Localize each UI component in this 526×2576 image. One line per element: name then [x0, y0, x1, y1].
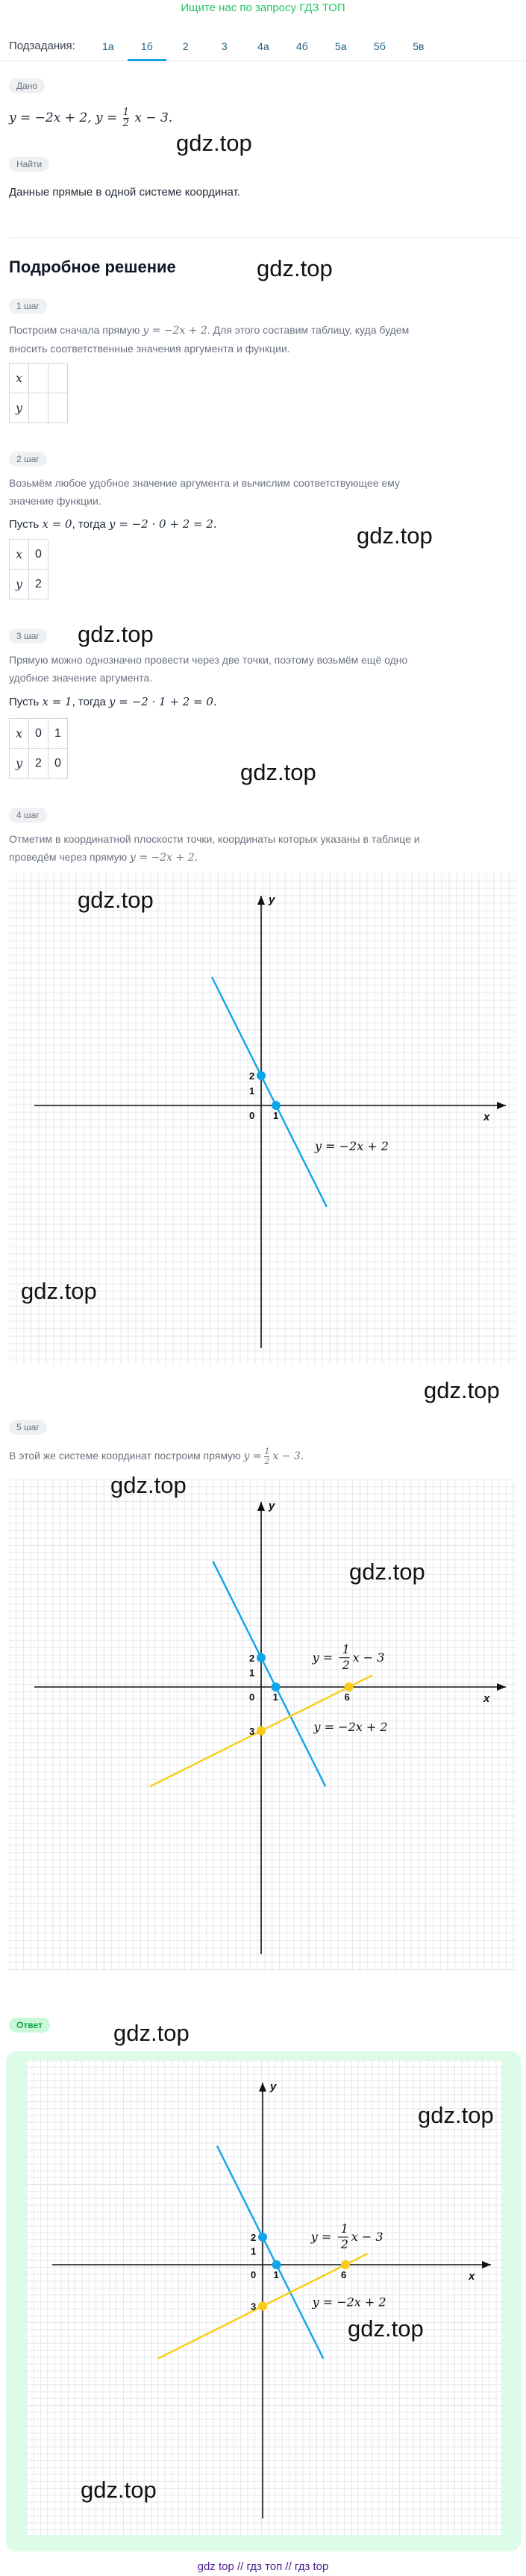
tick-label: 1: [273, 2269, 279, 2280]
step-3-badge: 3 шаг: [9, 629, 47, 643]
step-5-formula-suffix: x − 3.: [272, 1450, 304, 1462]
x-axis-label: x: [469, 2270, 475, 2283]
step-5-formula-prefix: y =: [243, 1450, 262, 1462]
x-axis-label: x: [483, 1692, 490, 1705]
table-cell: 0: [29, 540, 48, 570]
watermark: gdz.top: [110, 1472, 187, 1498]
tab-2[interactable]: 2: [182, 40, 189, 52]
y-axis-label: y: [269, 1500, 275, 1512]
y-axis-label: y: [269, 894, 275, 906]
divider: [10, 237, 518, 238]
line2-label-den: 2: [340, 2237, 348, 2251]
line2-label-prefix: y =: [310, 2230, 332, 2244]
step-2-text: [9, 474, 400, 510]
point-0-2: [258, 2233, 267, 2242]
tick-label: 3: [251, 2301, 257, 2313]
line2-label-suffix: x − 3: [352, 1650, 385, 1665]
find-text: Данные прямые в одной системе координат.: [9, 186, 240, 199]
line2-label-suffix: x − 3: [351, 2230, 383, 2244]
tab-4b[interactable]: 4б: [295, 40, 308, 52]
step-2-calc-prefix: Пусть: [9, 518, 40, 531]
given-frac-num: 1: [122, 107, 129, 118]
point-1-0: [272, 2260, 281, 2269]
watermark: gdz.top: [176, 130, 252, 156]
tick-label: 2: [249, 1070, 255, 1082]
given-eq-second-suffix: x − 3.: [134, 110, 173, 125]
step-2-text-a: Возьмём любое удобное значение аргумента и вычислим соответствующее ему: [9, 477, 400, 489]
step-4-text-b: проведём через прямую: [9, 851, 128, 863]
step-4-formula: y = −2x + 2.: [130, 852, 198, 864]
step-3-calc-expr: y = −2 · 1 + 2 = 0.: [109, 695, 217, 708]
subtasks-label: Подзадания:: [9, 40, 75, 52]
step-1-text-a: Построим сначала прямую: [9, 324, 140, 336]
step-4-badge: 4 шаг: [9, 808, 47, 823]
tick-label: 1: [249, 1667, 255, 1679]
point-0-minus-3: [258, 2302, 267, 2311]
step-1-formula: y = −2x + 2: [143, 325, 207, 337]
point-0-minus-3: [257, 1727, 266, 1735]
tab-5a[interactable]: 5а: [335, 40, 347, 52]
graph-background: [27, 2060, 501, 2535]
table-header-y: y: [10, 570, 29, 599]
table-cell: 0: [29, 719, 48, 749]
step-3-calc: [9, 693, 217, 711]
table-cell: 2: [29, 570, 48, 599]
step-3-calc-prefix: Пусть: [9, 696, 40, 708]
tick-label: 1: [251, 2245, 257, 2257]
point-0-2: [257, 1071, 266, 1080]
step-1-table: [9, 363, 68, 423]
step-3-text-a: Прямую можно однозначно провести через две точки, поэтому возьмём ещё одно: [9, 654, 408, 666]
point-1-0: [272, 1682, 281, 1691]
line1-label: y = −2x + 2: [315, 1139, 389, 1153]
point-6-0: [341, 2260, 350, 2269]
step-1-text-d: вносить соответственные значения аргумента и функции.: [9, 343, 290, 355]
answer-badge: Ответ: [9, 2018, 50, 2033]
step-5-text-a: В этой же системе координат построим прямую: [9, 1450, 241, 1462]
origin-label: 0: [249, 1691, 255, 1703]
table-header-y: y: [10, 749, 29, 779]
tab-4a[interactable]: 4а: [257, 40, 269, 52]
subtask-tabs: [0, 31, 526, 61]
origin-label: 0: [249, 1110, 255, 1121]
table-header-x: x: [10, 719, 29, 749]
step-3-calc-x: x = 1: [42, 695, 72, 708]
step-3-table: [9, 718, 68, 779]
step-2-calc-expr: y = −2 · 0 + 2 = 2.: [109, 517, 217, 531]
watermark: gdz.top: [240, 759, 316, 785]
table-header-y: y: [10, 393, 29, 423]
step-2-badge: 2 шаг: [9, 452, 47, 467]
line1-label: y = −2x + 2: [312, 2295, 386, 2310]
watermark: gdz.top: [78, 621, 154, 647]
tick-label: 1: [273, 1110, 279, 1121]
point-0-2: [257, 1653, 266, 1662]
graph-answer: [27, 2060, 501, 2535]
point-1-0: [272, 1101, 281, 1110]
line2-label-den: 2: [342, 1657, 350, 1672]
step-3-calc-mid: , тогда: [72, 696, 106, 708]
footer-links[interactable]: gdz top // гдз топ // гдз top: [197, 2560, 329, 2573]
step-5-text: [9, 1447, 304, 1466]
line2-label-num: 1: [340, 2221, 348, 2236]
tick-label: 6: [341, 2269, 347, 2280]
given-eq-second-prefix: y =: [95, 110, 118, 125]
table-header-x: x: [10, 540, 29, 570]
point-6-0: [345, 1682, 354, 1691]
graph-step-5: [9, 1479, 516, 1971]
step-2-calc-x: x = 0: [42, 517, 72, 531]
watermark: gdz.top: [418, 2102, 494, 2128]
table-cell: 1: [48, 719, 68, 749]
given-eq-first: y = −2x + 2,: [9, 110, 92, 125]
step-2-table: [9, 539, 48, 599]
tab-1a[interactable]: 1а: [102, 40, 114, 52]
given-frac-den: 2: [122, 118, 129, 129]
step-2-calc: [9, 515, 217, 534]
step-1-badge: 1 шаг: [9, 299, 47, 314]
given-equations: [9, 107, 172, 129]
tab-1b[interactable]: 1б: [128, 31, 166, 61]
given-badge: Дано: [9, 78, 45, 93]
step-4-text-a: Отметим в координатной плоскости точки, координаты которых указаны в таблице и: [9, 833, 420, 845]
tab-3[interactable]: 3: [221, 40, 228, 52]
watermark: gdz.top: [424, 1377, 500, 1403]
tick-label: 2: [251, 2232, 257, 2243]
tick-label: 2: [249, 1652, 255, 1664]
find-badge: Найти: [9, 157, 49, 172]
step-5-badge: 5 шаг: [9, 1420, 47, 1435]
watermark: gdz.top: [257, 255, 333, 281]
step-1-text-c: . Для этого составим таблицу, куда будем: [207, 324, 410, 336]
step-2-calc-mid: , тогда: [72, 518, 106, 531]
origin-label: 0: [251, 2269, 257, 2280]
step-5-frac-num: 1: [264, 1446, 270, 1456]
y-axis-label: y: [270, 2080, 277, 2093]
watermark: gdz.top: [113, 2020, 190, 2046]
line2-label-num: 1: [342, 1641, 350, 1656]
tick-label: 6: [344, 1691, 350, 1703]
watermark: gdz.top: [21, 1278, 97, 1304]
watermark: gdz.top: [78, 887, 154, 913]
step-2-text-b: значение функции.: [9, 495, 101, 507]
watermark: gdz.top: [349, 1559, 425, 1585]
step-3-text-b: удобное значение аргумента.: [9, 672, 153, 684]
line2-label-prefix: y =: [312, 1650, 334, 1665]
table-cell: 0: [48, 749, 68, 779]
watermark: gdz.top: [81, 2477, 157, 2503]
tab-5v[interactable]: 5в: [413, 40, 425, 52]
search-banner: Ищите нас по запросу ГДЗ ТОП: [181, 1, 345, 14]
tab-5b[interactable]: 5б: [373, 40, 386, 52]
step-4-text: [9, 830, 420, 867]
tick-label: 1: [272, 1691, 278, 1703]
solution-title: Подробное решение: [9, 258, 176, 276]
step-1-text: [9, 321, 409, 358]
watermark: gdz.top: [357, 523, 433, 549]
watermark: gdz.top: [348, 2315, 424, 2342]
table-header-x: x: [10, 364, 29, 393]
tick-label: 1: [249, 1085, 255, 1097]
table-cell: 2: [29, 749, 48, 779]
step-3-text: [9, 651, 407, 687]
line1-label: y = −2x + 2: [313, 1719, 388, 1734]
x-axis-label: x: [483, 1111, 490, 1123]
tick-label: 3: [249, 1725, 255, 1737]
step-5-frac-den: 2: [264, 1456, 270, 1466]
